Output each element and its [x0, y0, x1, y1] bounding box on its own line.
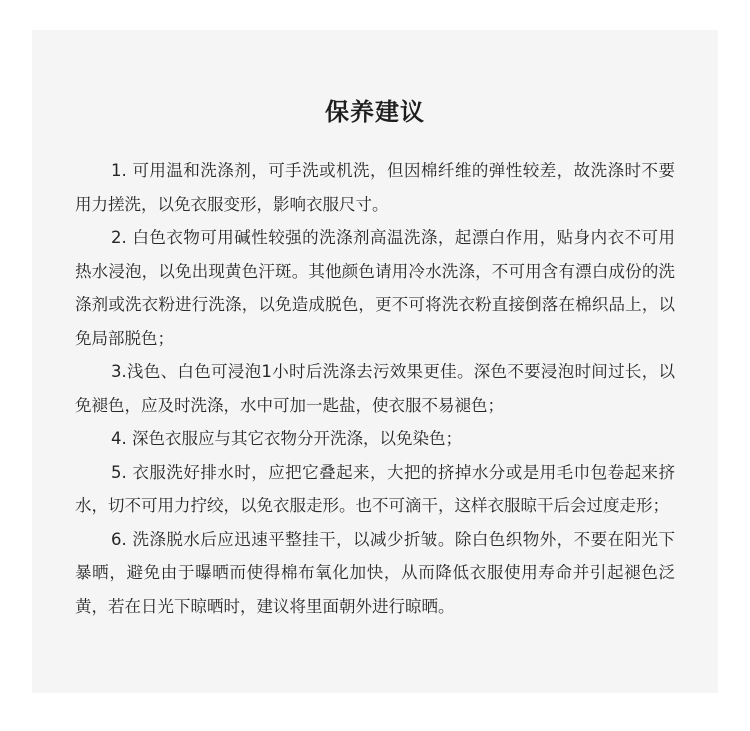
instruction-paragraph-2: 2. 白色衣物可用碱性较强的洗涤剂高温洗涤，起漂白作用，贴身内衣不可用热水浸泡，以免出现黄色汗斑。其他颜色请用冷水洗涤，不可用含有漂白成份的洗涤剂或洗衣粉进行洗涤，以免造成脱色，更不可将洗衣粉直接倒落在棉织品上，以免局部脱色； — [75, 228, 675, 348]
instruction-paragraph-3: 3.浅色、白色可浸泡1小时后洗涤去污效果更佳。深色不要浸泡时间过长，以免褪色，应及时洗涤，水中可加一匙盐，使衣服不易褪色； — [75, 362, 675, 415]
instruction-paragraph-5: 5. 衣服洗好排水时，应把它叠起来，大把的挤掉水分或是用毛巾包卷起来挤水，切不可用力拧绞，以免衣服走形。也不可滴干，这样衣服晾干后会过度走形； — [75, 462, 675, 515]
instruction-paragraph-1: 1. 可用温和洗涤剂，可手洗或机洗，但因棉纤维的弹性较差，故洗涤时不要用力搓洗，以免衣服变形，影响衣服尺寸。 — [75, 161, 675, 214]
page-title: 保养建议 — [325, 98, 425, 126]
instruction-paragraph-6: 6. 洗涤脱水后应迅速平整挂干，以减少折皱。除白色织物外，不要在阳光下暴晒，避免由于曝晒而使得棉布氧化加快，从而降低衣服使用寿命并引起褪色泛黄，若在日光下晾晒时，建议将里面朝外进行晾晒。 — [75, 529, 675, 616]
instruction-paragraph-4: 4. 深色衣服应与其它衣物分开洗涤，以免染色； — [111, 429, 462, 448]
care-instructions — [75, 154, 675, 623]
